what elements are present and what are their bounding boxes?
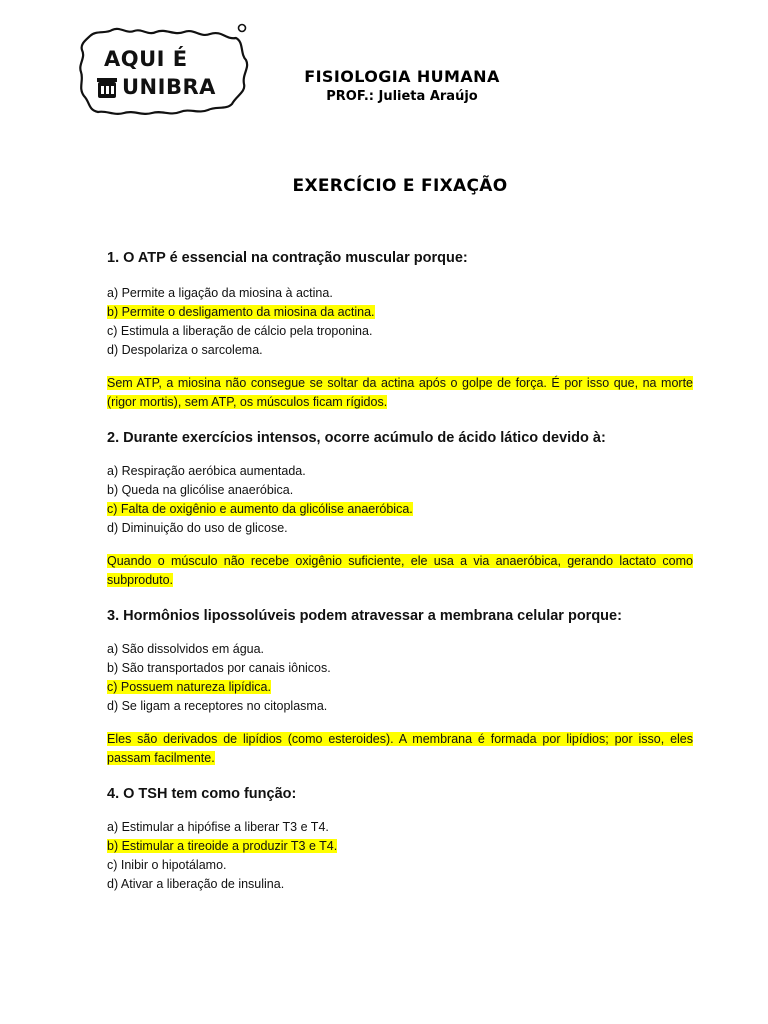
- option-a: [107, 284, 693, 303]
- option-b: [107, 303, 693, 322]
- option-list: [107, 640, 693, 716]
- document-title: EXERCÍCIO E FIXAÇÃO: [292, 176, 508, 196]
- question-1: [107, 248, 693, 412]
- option-text: d) Diminuição do uso de glicose.: [107, 521, 288, 535]
- logo-line-1: AQUI É: [104, 47, 188, 71]
- option-a: [107, 818, 693, 837]
- option-a: [107, 462, 693, 481]
- question-title: 1. O ATP é essencial na contração muscular porque:: [107, 250, 468, 266]
- option-c: [107, 500, 693, 519]
- option-list: [107, 462, 693, 538]
- option-text: a) São dissolvidos em água.: [107, 642, 265, 656]
- option-list: [107, 818, 693, 894]
- option-c: [107, 856, 693, 875]
- option-text: b) Queda na glicólise anaeróbica.: [107, 483, 294, 497]
- option-text: d) Se ligam a receptores no citoplasma.: [107, 699, 328, 713]
- logo-line-2: UNIBRA: [122, 75, 216, 99]
- option-c: [107, 678, 693, 697]
- option-a: [107, 640, 693, 659]
- questions-section: [107, 248, 693, 894]
- option-c: [107, 322, 693, 341]
- answer-explanation: [107, 374, 693, 412]
- option-text: a) Estimular a hipófise a liberar T3 e T4.: [107, 820, 329, 834]
- option-text-highlighted: b) Permite o desligamento da miosina da actina.: [107, 305, 375, 319]
- option-b: [107, 481, 693, 500]
- option-text-highlighted: b) Estimular a tireoide a produzir T3 e T4.: [107, 839, 338, 853]
- option-d: [107, 341, 693, 360]
- option-d: [107, 697, 693, 716]
- option-b: [107, 659, 693, 678]
- option-text: c) Estimula a liberação de cálcio pela troponina.: [107, 324, 373, 338]
- question-2: [107, 428, 693, 590]
- option-text: d) Ativar a liberação de insulina.: [107, 877, 285, 891]
- question-title: 2. Durante exercícios intensos, ocorre acúmulo de ácido lático devido à:: [107, 430, 606, 446]
- option-text: b) São transportados por canais iônicos.: [107, 661, 331, 675]
- unibra-logo: [76, 18, 252, 118]
- explanation-text: Eles são derivados de lipídios (como esteroides). A membrana é formada por lipídios; por isso, eles passam facilmente.: [107, 732, 693, 765]
- answer-explanation: [107, 730, 693, 768]
- option-text: a) Respiração aeróbica aumentada.: [107, 464, 306, 478]
- question-4: [107, 784, 693, 894]
- option-text-highlighted: c) Possuem natureza lipídica.: [107, 680, 271, 694]
- question-title: 4. O TSH tem como função:: [107, 786, 297, 802]
- answer-explanation: [107, 552, 693, 590]
- option-text: d) Despolariza o sarcolema.: [107, 343, 263, 357]
- professor-name: PROF.: Julieta Araújo: [326, 89, 478, 104]
- option-text: a) Permite a ligação da miosina à actina.: [107, 286, 333, 300]
- explanation-text: Quando o músculo não recebe oxigênio suficiente, ele usa a via anaeróbica, gerando lactato como subproduto.: [107, 554, 693, 587]
- question-title: 3. Hormônios lipossolúveis podem atravessar a membrana celular porque:: [107, 608, 622, 624]
- option-list: [107, 284, 693, 360]
- course-title: FISIOLOGIA HUMANA: [304, 67, 500, 86]
- option-d: [107, 875, 693, 894]
- option-text: c) Inibir o hipotálamo.: [107, 858, 227, 872]
- option-text-highlighted: c) Falta de oxigênio e aumento da glicólise anaeróbica.: [107, 502, 413, 516]
- question-3: [107, 606, 693, 768]
- explanation-text: Sem ATP, a miosina não consegue se soltar da actina após o golpe de força. É por isso que, na morte (rigor mortis), sem ATP, os músculos ficam rígidos.: [107, 376, 693, 409]
- option-d: [107, 519, 693, 538]
- course-header: [272, 66, 532, 106]
- option-b: [107, 837, 693, 856]
